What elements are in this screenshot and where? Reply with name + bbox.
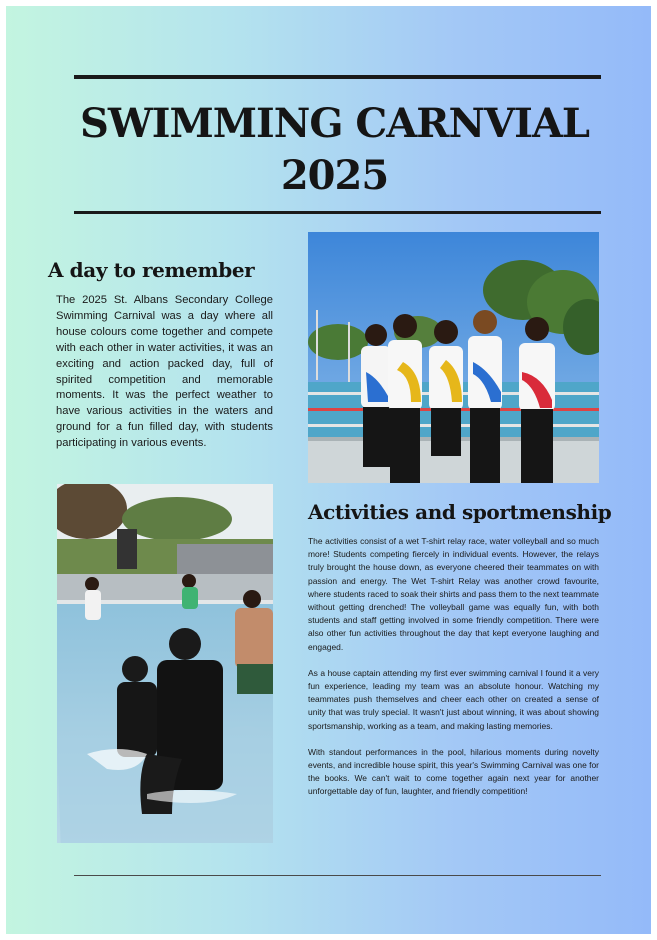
students-group-photo [308, 232, 599, 483]
top-divider [74, 75, 601, 79]
newsletter-page [6, 6, 651, 934]
section-body-activities [308, 535, 599, 812]
section-body-day: The 2025 St. Albans Secondary College Swimming Carnival was a day where all house colours come together and compete with each other in water activities, it was an exciting and action packed day, full of spirited competition and memorable moments. It was the perfect weather to have various activities in the waters and ground for a fun filled day, with students participating in various events. [56, 294, 273, 450]
paragraph: As a house captain attending my first ever swimming carnival I found it a very fun experience, leading my team was an absolute honour. Watching my teammates push themselves and cheer each other on created a sense of unity that was truly special. It wasn't just about winning, it was about showing sportsmanship, working as a team, and making lasting memories. [308, 667, 599, 731]
title-line-1: SWIMMING CARNVIAL [79, 100, 589, 147]
title-divider [74, 211, 601, 214]
footer-divider [74, 875, 601, 876]
paragraph: With standout performances in the pool, hilarious moments during novelty events, and incredible house spirit, this year's Swimming Carnival was one for the books. We can't wait to come together again next year for another unforgettable day of fun, laughter, and friendly competition! [308, 746, 599, 797]
title-line-2: 2025 [280, 152, 389, 199]
section-heading-day: A day to remember [48, 258, 255, 282]
pool-activity-photo [57, 484, 273, 843]
paragraph: The activities consist of a wet T-shirt relay race, water volleyball and so much more! Students competing fiercely in individual events. However, the relays truly brought the house down, as everyone cheered their teammates on with passion and energy. The Wet T-shirt Relay was another crowd favourite, where students raced to soak their shirts and pass them to the next teammate without getting drenched! The volleyball game was equally fun, with both students and staff getting involved in some friendly competition. There were also other fun activities throughout the day that kept everyone laughing and engaged. [308, 536, 599, 652]
section-heading-activities: Activities and sportmenship [308, 500, 612, 524]
page-title [6, 98, 657, 202]
